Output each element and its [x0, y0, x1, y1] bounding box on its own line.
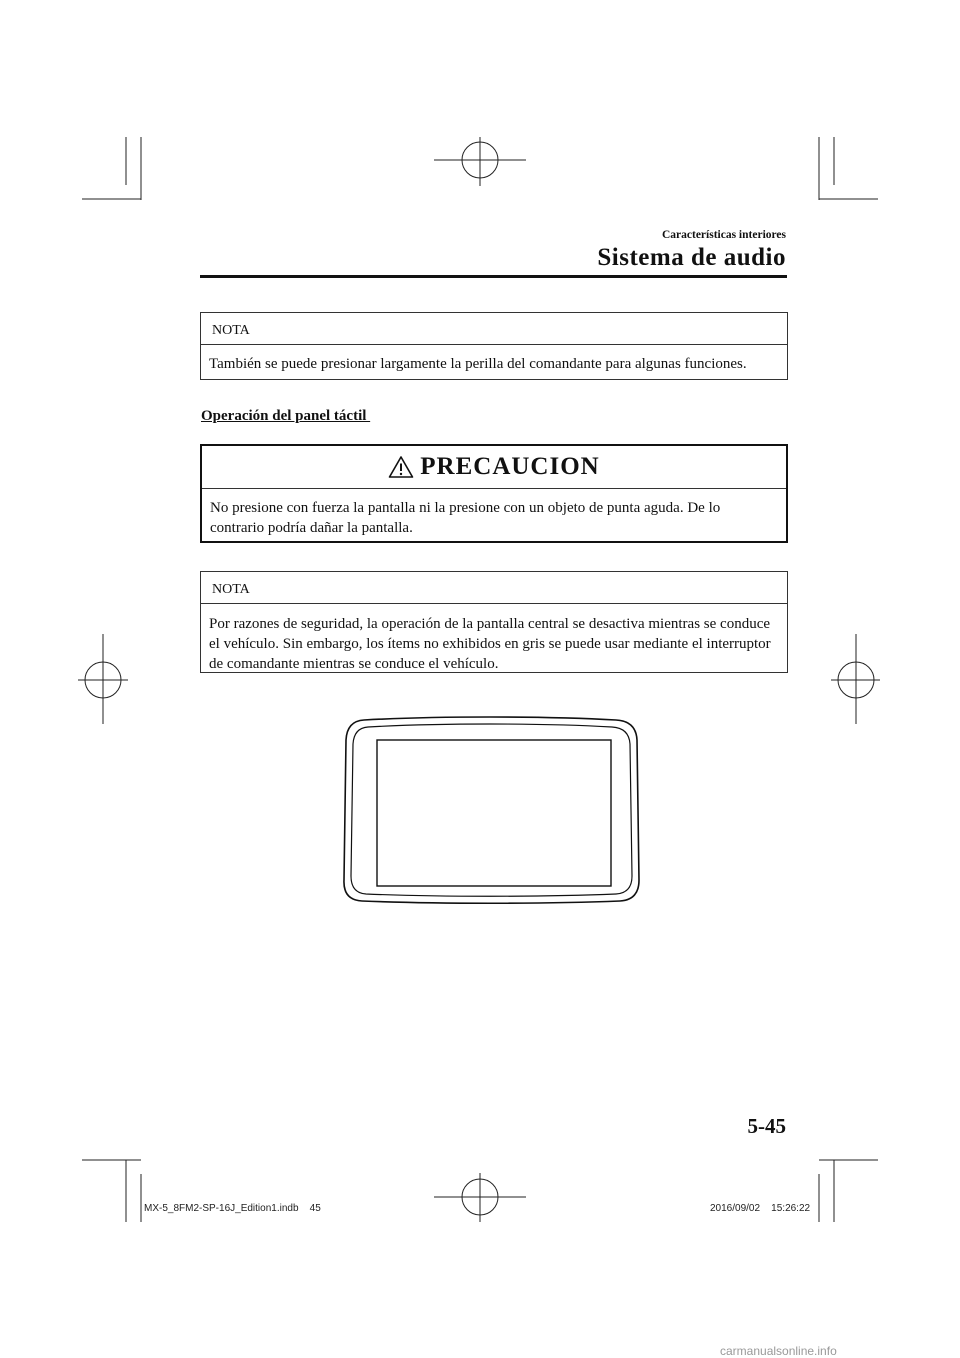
section-title: Operación del panel táctil	[201, 408, 371, 424]
caution-box	[200, 444, 788, 543]
watermark: carmanualsonline.info	[720, 1344, 837, 1358]
page-title: Sistema de audio	[597, 244, 786, 271]
note-text: También se puede presionar largamente la perilla del comandante para algunas funciones.	[209, 356, 747, 372]
footer-timestamp: 2016/09/02 15:26:22	[710, 1203, 811, 1214]
chapter-label: Características interiores	[661, 229, 786, 241]
warning-triangle-icon	[388, 455, 414, 479]
note-text: Por razones de seguridad, la operación de la pantalla central se desactiva mientras se conduce el vehículo. Sin embargo, los ítems no exhibidos en gris se puede usar mediante el interruptor de comandante mientras se conduce el vehículo.	[209, 616, 771, 672]
note-box-2	[200, 571, 788, 673]
note-heading: NOTA	[201, 313, 787, 345]
page-number: 5-45	[747, 1114, 786, 1138]
footer-filename: MX-5_8FM2-SP-16J_Edition1.indb 45	[144, 1203, 321, 1214]
note-box-1	[200, 312, 788, 380]
center-display-illustration	[340, 712, 642, 908]
header-rule	[200, 275, 787, 278]
caution-header	[202, 446, 786, 489]
caution-text: No presione con fuerza la pantalla ni la presione con un objeto de punta aguda. De lo contrario podría dañar la pantalla.	[210, 500, 721, 536]
caution-title: PRECAUCION	[420, 453, 600, 480]
note-heading: NOTA	[201, 572, 787, 604]
